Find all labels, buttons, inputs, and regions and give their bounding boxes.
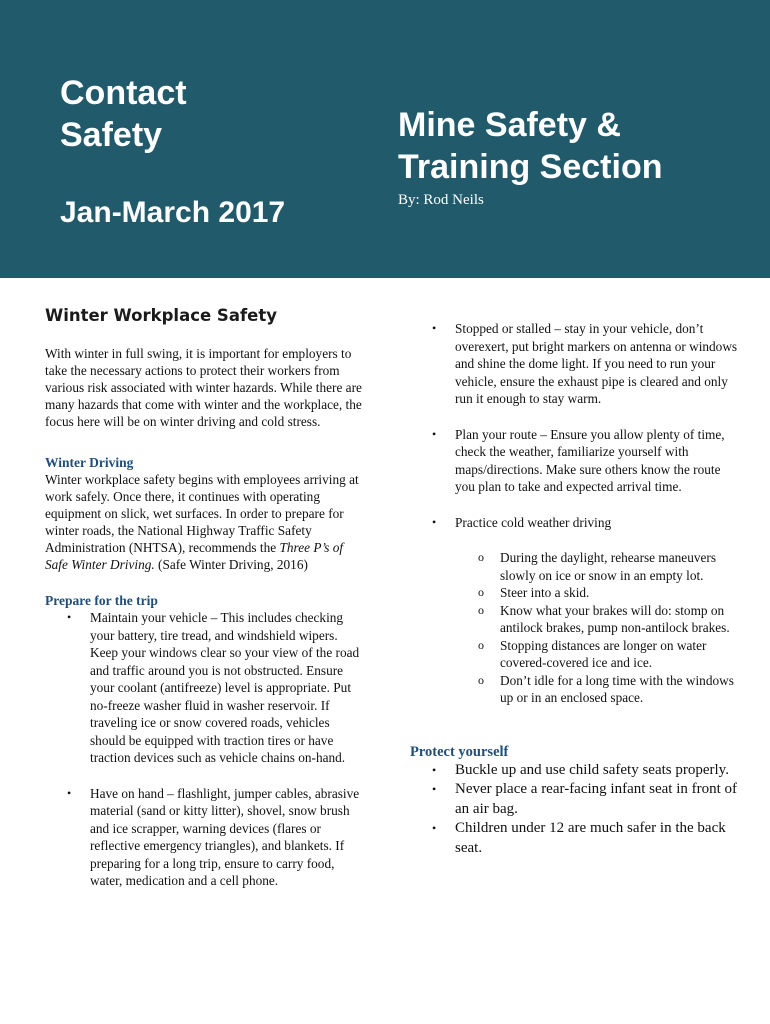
sub-list-item	[410, 602, 740, 637]
winter-driving-heading: Winter Driving	[45, 455, 134, 470]
prepare-list	[45, 609, 367, 890]
header-banner	[0, 0, 770, 278]
left-column	[45, 306, 367, 890]
protect-heading: Protect yourself	[410, 743, 509, 760]
list-item-text: Never place a rear-facing infant seat in front of an air bag.	[455, 781, 738, 817]
newsletter-title	[60, 72, 187, 156]
intro-paragraph: With winter in full swing, it is important for employers to take the necessary actions to protect their workers from various risk associated with winter hazards. While there are many hazards that come with winter and the workplace, the focus here will be on winter driving and cold stress.	[45, 346, 362, 429]
bullet-icon: •	[432, 821, 437, 835]
list-item	[410, 780, 740, 819]
sub-list-item	[410, 584, 740, 602]
citation-text: (Safe Winter Driving, 2016)	[154, 557, 308, 572]
bullet-icon: •	[67, 785, 72, 800]
sub-list-item-text: During the daylight, rehearse maneuvers slowly on ice or snow in an empty lot.	[500, 550, 716, 583]
bullet-icon: •	[432, 426, 437, 441]
bullet-icon: •	[67, 610, 72, 624]
list-item	[410, 761, 740, 781]
list-item-text: Have on hand – flashlight, jumper cables, abrasive material (sand or kitty litter), shovel, snow brush and ice scrapper, warning devices (flares or reflective emergency triangles), and blankets. If preparing for a long trip, ensure to carry food, water, medication and a cell phone.	[90, 785, 360, 888]
protect-list	[410, 761, 740, 859]
list-item-text: Maintain your vehicle – This includes checking your battery, tire tread, and windshield wipers. Keep your windows clear so your view of the road and traffic around you is not obstructed. Ensure your coolant (antifreeze) level is appropriate. Put no-freeze washer fluid in washer reservoir. If traveling ice or snow covered roads, vehicles should be equipped with traction tires or have traction devices such as vehicle chains on-hand.	[90, 610, 360, 765]
list-item-text: Plan your route – Ensure you allow plenty of time, check the weather, familiarize yourself with maps/directions. Make sure others know the route you plan to take and expected arrival time.	[455, 426, 725, 494]
newsletter-title-line: Safety	[60, 116, 163, 154]
bullet-icon: •	[432, 782, 437, 796]
sub-bullet-icon: o	[478, 602, 484, 617]
sub-list-item	[410, 672, 740, 707]
section-title	[398, 104, 662, 188]
sub-list-item	[410, 637, 740, 672]
newsletter-title-line: Contact	[60, 74, 187, 112]
sub-list-item-text: Stopping distances are longer on water covered-covered ice and ice.	[500, 637, 707, 670]
list-item	[45, 609, 367, 767]
article-title: Winter Workplace Safety	[45, 306, 277, 325]
three-ps-reference: Three P’s of Safe Winter Driving.	[45, 540, 344, 572]
section-title-line: Mine Safety &	[398, 106, 621, 144]
sub-bullet-icon: o	[478, 637, 484, 652]
bullet-icon: •	[432, 321, 437, 335]
sub-bullet-icon: o	[478, 672, 484, 687]
bullet-icon: •	[432, 514, 437, 529]
list-item-text: Stopped or stalled – stay in your vehicle, don’t overexert, put bright markers on antenna or windows and shine the dome light. If you need to run your vehicle, ensure the exhaust pipe is cleared and only run it enough to stay warm.	[455, 321, 738, 406]
sub-list-item-text: Don’t idle for a long time with the windows up or in an enclosed space.	[500, 672, 734, 705]
list-item	[410, 426, 740, 496]
sub-list-item-text: Steer into a skid.	[500, 585, 590, 600]
right-column	[410, 320, 740, 858]
list-item	[45, 785, 367, 890]
winter-driving-text: Winter workplace safety begins with employees arriving at work safely. Once there, it continues with operating equipment on slick, wet surfaces. In order to prepare for winter roads, the National Highway Traffic Safety Administration (NHTSA), recommends the	[45, 472, 359, 555]
cold-weather-sublist	[410, 549, 740, 707]
sub-bullet-icon: o	[478, 585, 484, 599]
list-item-text: Practice cold weather driving	[455, 514, 612, 530]
bullet-icon: •	[432, 762, 437, 777]
list-item	[410, 320, 740, 408]
section-title-line: Training Section	[398, 148, 663, 186]
sub-bullet-icon: o	[478, 550, 484, 564]
winter-driving-paragraph	[45, 471, 367, 573]
issue-date: Jan-March 2017	[60, 196, 286, 229]
author-byline: By: Rod Neils	[398, 192, 484, 208]
sub-list-item-text: Know what your brakes will do: stomp on antilock brakes, pump non-antilock brakes.	[500, 602, 730, 635]
driving-tips-list	[410, 320, 740, 531]
list-item	[410, 819, 740, 858]
list-item-text: Children under 12 are much safer in the back seat.	[455, 820, 726, 856]
list-item-text: Buckle up and use child safety seats properly.	[455, 761, 729, 778]
sub-list-item	[410, 549, 740, 584]
list-item	[410, 514, 740, 532]
prepare-heading: Prepare for the trip	[45, 593, 158, 608]
